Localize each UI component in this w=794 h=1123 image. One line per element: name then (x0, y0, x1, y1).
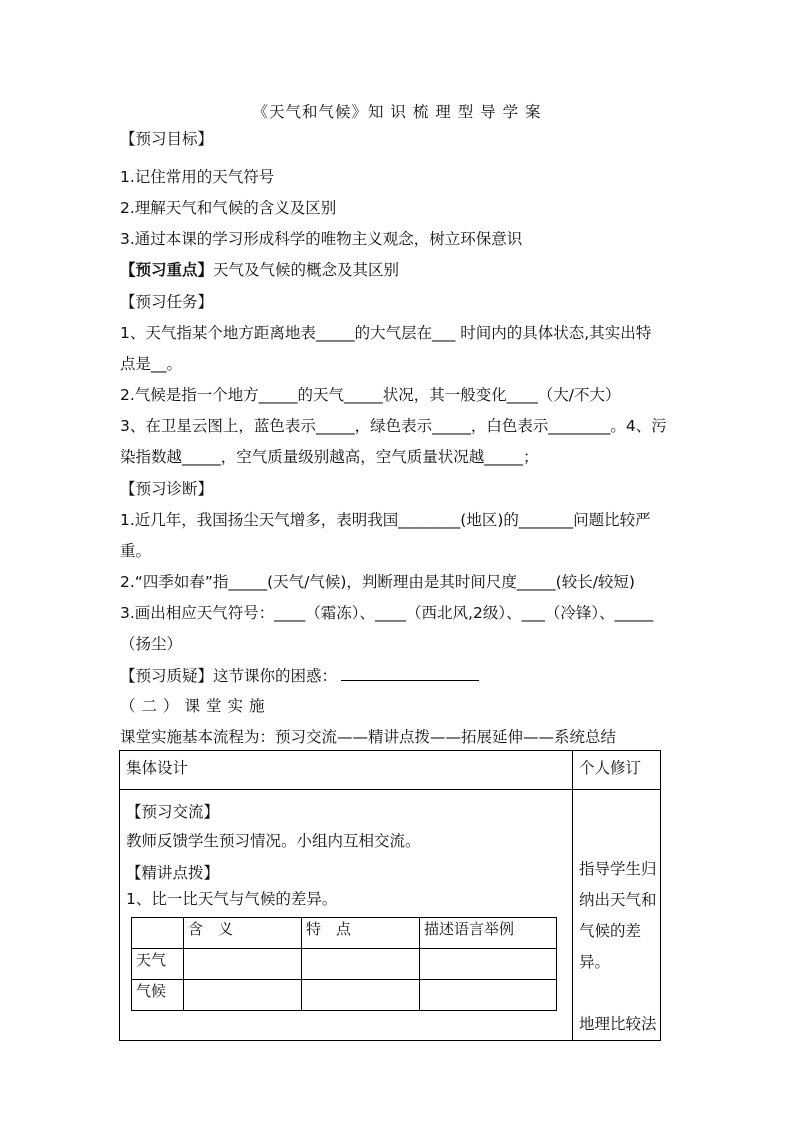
table-header-row (120, 751, 661, 790)
diagnosis-heading: 【预习诊断】 (120, 480, 214, 498)
compare-cell[interactable] (184, 980, 302, 1011)
section-two-heading: （二）课堂实施 (120, 697, 271, 715)
compare-cell[interactable] (420, 949, 557, 980)
compare-row-label: 气候 (132, 980, 184, 1011)
question-text: 这节课你的困惑： (213, 667, 338, 685)
compare-cell[interactable] (420, 980, 557, 1011)
compare-cell[interactable] (184, 949, 302, 980)
compare-header-feature: 特 点 (302, 918, 420, 949)
explain-heading: 【精讲点拨】 (126, 864, 220, 882)
task-line: 1、天气指某个地方距离地表_____的大气层在___ 时间内的具体状态,其实出特 (120, 324, 652, 342)
compare-row-label: 天气 (132, 949, 184, 980)
compare-cell[interactable] (302, 949, 420, 980)
preview-goal-heading: 【预习目标】 (120, 130, 214, 148)
flow-text: 课堂实施基本流程为：预习交流——精讲点拨——拓展延伸——系统总结 (120, 728, 617, 746)
compare-header-row (132, 918, 557, 949)
compare-row-weather (132, 949, 557, 980)
collective-design-cell (120, 790, 573, 1041)
compare-header-blank (132, 918, 184, 949)
goal-2: 2.理解天气和气候的含义及区别 (120, 199, 337, 217)
compare-intro: 1、比一比天气与气候的差异。 (126, 890, 338, 908)
table-body-row (120, 790, 661, 1041)
lesson-table (119, 750, 661, 1041)
page-title: 《天气和气候》知 识 梳 理 型 导 学 案 (252, 103, 542, 121)
exchange-heading: 【预习交流】 (126, 803, 220, 821)
goal-1: 1.记住常用的天气符号 (120, 168, 275, 186)
compare-cell[interactable] (302, 980, 420, 1011)
compare-header-example: 描述语言举例 (420, 918, 557, 949)
personal-revision-cell (573, 790, 661, 1041)
side-note-line: 纳出天气和 (579, 891, 657, 909)
diagnosis-line: 1.近几年，我国扬尘天气增多，表明我国________(地区)的_______问题比较严 (120, 511, 651, 529)
side-note-line: 气候的差异。 (579, 922, 642, 971)
side-method: 地理比较法 (579, 1015, 657, 1033)
task-line: 2.气候是指一个地方_____的天气_____状况，其一般变化____（大/不大） (120, 386, 621, 404)
question-label: 【预习质疑】 (120, 667, 214, 685)
task-line: 3、在卫星云图上，蓝色表示_____，绿色表示_____，白色表示________。4、污 (120, 417, 667, 435)
task-line: 点是__。 (120, 355, 183, 373)
col-header-collective: 集体设计 (120, 751, 573, 790)
diagnosis-line: 重。 (120, 542, 152, 560)
question-line (120, 664, 479, 686)
focus-text: 天气及气候的概念及其区别 (213, 261, 400, 279)
side-note-line: 指导学生归 (579, 860, 657, 878)
answer-blank[interactable] (341, 666, 479, 681)
compare-header-meaning: 含 义 (184, 918, 302, 949)
diagnosis-line: （扬尘） (120, 635, 183, 653)
compare-table (131, 917, 557, 1011)
task-heading: 【预习任务】 (120, 293, 214, 311)
goal-3: 3.通过本课的学习形成科学的唯物主义观念，树立环保意识 (120, 230, 523, 248)
task-line: 染指数越_____，空气质量级别越高，空气质量状况越_____； (120, 448, 539, 466)
diagnosis-line: 2.“四季如春”指_____(天气/气候)，判断理由是其时间尺度_____(较长/较短) (120, 573, 635, 591)
col-header-personal: 个人修订 (573, 751, 661, 790)
diagnosis-line: 3.画出相应天气符号：____（霜冻）、____（西北风,2级）、___（冷锋）、_____ (120, 604, 654, 622)
focus-line (120, 258, 399, 280)
focus-label: 【预习重点】 (120, 261, 214, 279)
compare-row-climate (132, 980, 557, 1011)
exchange-text: 教师反馈学生预习情况。小组内互相交流。 (126, 832, 421, 850)
